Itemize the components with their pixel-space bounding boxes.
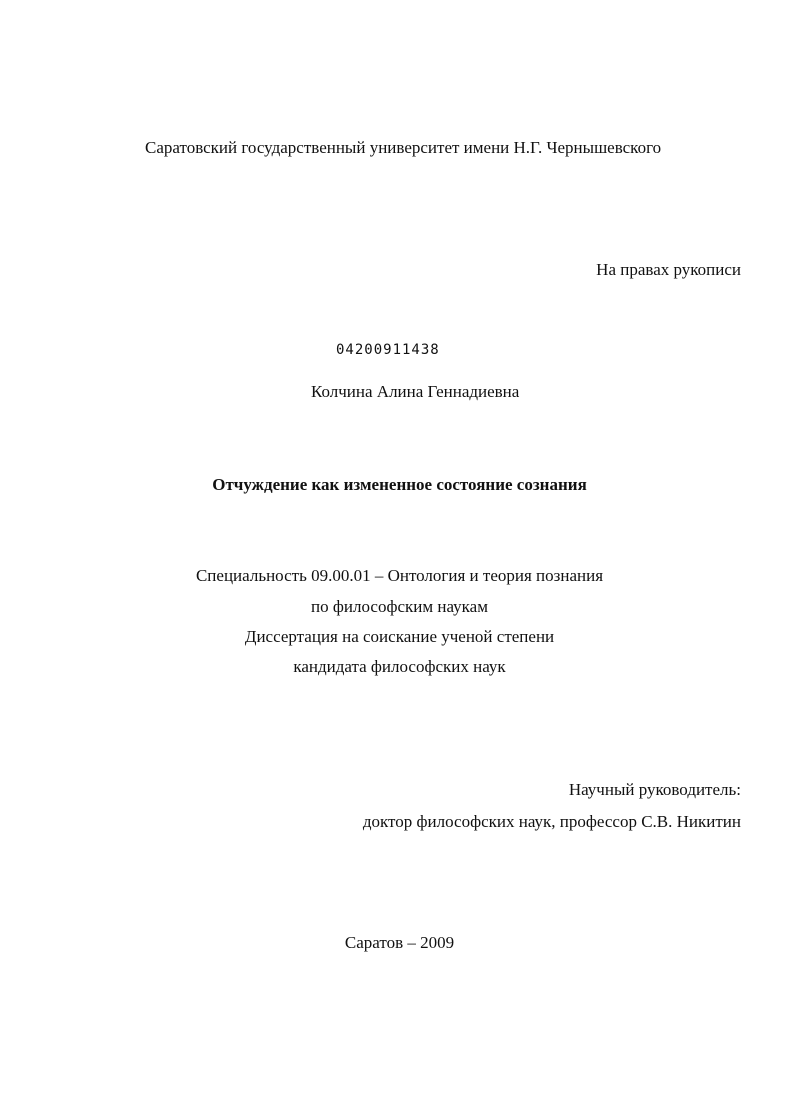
- supervisor-name: доктор философских наук, профессор С.В. Никитин: [362, 812, 741, 831]
- dissertation-title: Отчуждение как измененное состояние сознания: [212, 475, 587, 494]
- specialty-line-2: по философским наукам: [311, 597, 488, 616]
- place-year: Саратов – 2009: [344, 933, 455, 952]
- specialty-line-4: кандидата философских наук: [293, 657, 506, 676]
- specialty-line-1: Специальность 09.00.01 – Онтология и теория познания: [195, 566, 604, 585]
- specialty-line-3: Диссертация на соискание ученой степени: [244, 627, 555, 646]
- supervisor-label: Научный руководитель:: [568, 780, 741, 799]
- institution-name: Саратовский государственный университет имени Н.Г. Чернышевского: [145, 138, 662, 157]
- manuscript-note: На правах рукописи: [596, 260, 741, 279]
- catalog-number: 04200911438: [336, 342, 440, 358]
- author-name: Колчина Алина Геннадиевна: [311, 382, 520, 401]
